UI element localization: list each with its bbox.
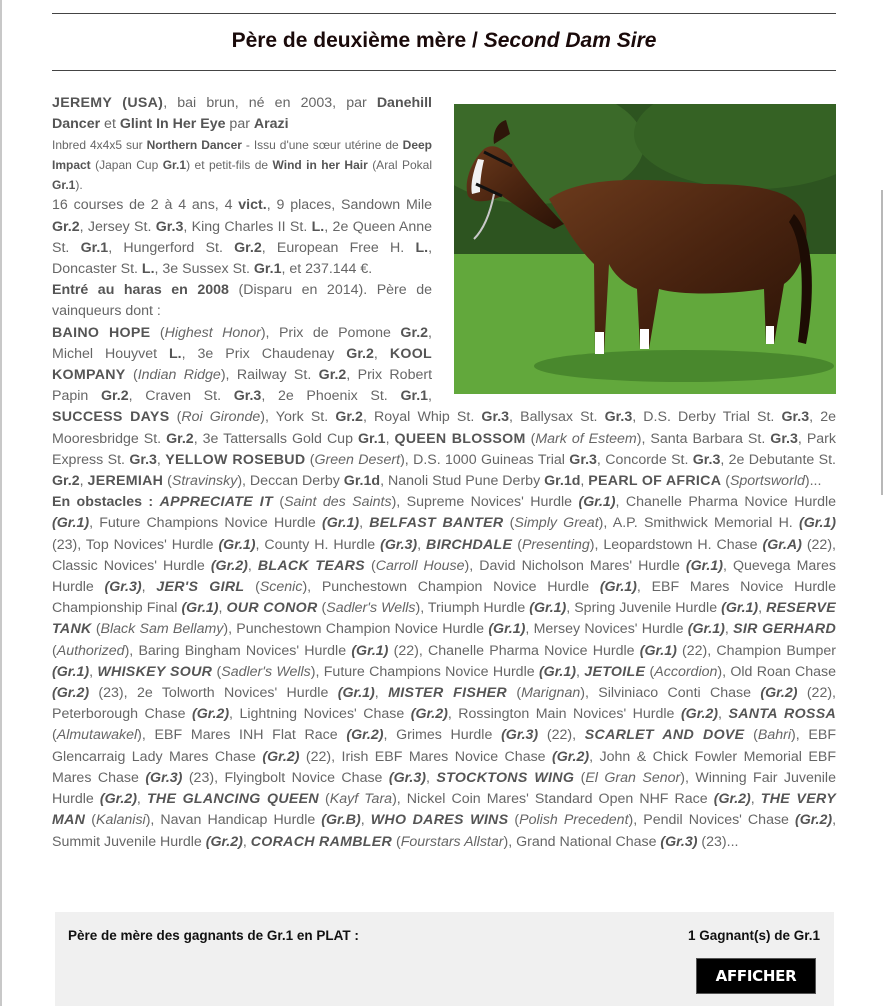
grade-label: (Gr.1)	[578, 494, 616, 511]
sire-name: Fourstars Allstar	[400, 833, 504, 850]
grade-label: (Gr.2)	[346, 727, 384, 744]
sire-name: Green Desert	[314, 451, 401, 468]
horse-name: THE GLANCING QUEEN	[146, 791, 319, 808]
sire-name: Sadler's Wells	[221, 663, 311, 680]
text-run: ,	[425, 769, 437, 786]
text-run: (	[317, 600, 327, 617]
grade-label: (Gr.1)	[52, 663, 90, 680]
text-run: ,	[417, 536, 427, 553]
text-run: , Mersey Novices' Hurdle	[525, 621, 688, 638]
text-run: ), Old Roan Chase	[717, 663, 836, 680]
horse-name: YELLOW ROSEBUD	[165, 451, 306, 468]
sire-name: Authorized	[56, 642, 125, 659]
horse-name: BIRCHDALE	[426, 536, 513, 553]
grade-label: Gr.2	[318, 367, 347, 384]
text-run: , 3e Prix Chaudenay	[181, 345, 347, 362]
sire-name: Black Sam Bellamy	[100, 621, 224, 638]
sire-name: Almutawakel	[56, 727, 138, 744]
text-run: , Doncaster St.	[52, 239, 433, 278]
text-run: ,	[141, 579, 157, 596]
text-run: (22), Chanelle Pharma Novice Hurdle	[388, 642, 640, 659]
text-run: ), David Nicholson Mares' Hurdle	[464, 557, 686, 574]
text-run: (	[512, 536, 522, 553]
text-run: ), D.S. 1000 Guineas Trial	[400, 451, 570, 468]
text-run: , 3e Tattersalls Gold Cup	[193, 430, 358, 447]
sire-name: Mark of Esteem	[535, 430, 637, 447]
sire-name: Stravinsky	[171, 473, 238, 490]
grade-label: (Gr.1)	[218, 536, 256, 553]
text-run: ), Railway St.	[220, 367, 319, 384]
text-run: ,	[580, 473, 589, 490]
grade-label: (Gr.2)	[191, 706, 230, 723]
grade-label: Gr.3	[604, 409, 633, 426]
sire-name: Kayf Tara	[329, 791, 393, 808]
grade-label: (Gr.2)	[795, 812, 833, 829]
text-run: )...	[804, 473, 822, 490]
text-run: ), Pendil Novices' Chase	[628, 812, 795, 829]
horse-name: STOCKTONS WING	[436, 769, 575, 786]
text-run: (	[721, 473, 730, 490]
sire-name: Scenic	[259, 579, 303, 596]
dam-name: Glint In Her Eye	[119, 116, 226, 133]
grade-label: Gr.3	[155, 218, 184, 235]
text-run: ,	[428, 388, 432, 405]
text-run: (22), Classic Novices' Hurdle	[52, 536, 836, 574]
text-run: , 3e Sussex St.	[154, 261, 254, 278]
text-run: ), Prix de Pomone	[260, 324, 401, 341]
text-run: , Craven St.	[128, 388, 234, 405]
inbred-text: (Japan Cup	[90, 158, 163, 173]
horse-name: JER'S GIRL	[156, 579, 245, 596]
header-top-rule	[52, 13, 836, 14]
horse-name: JETOILE	[584, 663, 646, 680]
grade-label: (Gr.2)	[205, 833, 243, 850]
text-run: (	[125, 367, 138, 384]
grade-label: Gr.3	[781, 409, 810, 426]
grade-label: Gr.1	[357, 430, 386, 447]
horse-name: MISTER FISHER	[388, 685, 507, 702]
afficher-button[interactable]: AFFICHER	[696, 958, 816, 994]
grade-label: (Gr.2)	[760, 685, 798, 702]
text-run: ,	[758, 600, 767, 617]
text-run: , D.S. Derby Trial St.	[632, 409, 782, 426]
text-run: (	[506, 685, 522, 702]
sire-name: Saint des Saints	[284, 494, 392, 511]
text-run: (	[150, 324, 165, 341]
text-run: , Lightning Novices' Chase	[229, 706, 411, 723]
text-run: (	[52, 727, 57, 744]
text-run: (	[744, 727, 758, 744]
grade-label: (Gr.1)	[351, 642, 389, 659]
horse-name: PEARL OF AFRICA	[588, 473, 722, 490]
text-run: (23), Top Novices' Hurdle	[52, 536, 219, 553]
inbred-text: Inbred 4x4x5 sur	[52, 138, 147, 153]
grade-label: Gr.1d	[343, 473, 381, 490]
text-run: ,	[724, 621, 734, 638]
grade-label: Gr.2	[166, 430, 194, 447]
scrollbar-thumb[interactable]	[881, 190, 883, 495]
text-run: , Royal Whip St.	[362, 409, 482, 426]
horse-name: KOOL KOMPANY	[52, 345, 432, 384]
grade-label: (Gr.1)	[337, 685, 375, 702]
text-run: ,	[576, 663, 585, 680]
text-run: , Future Champions Novice Hurdle	[89, 515, 323, 532]
text-run: , et 237.144 €.	[281, 261, 373, 278]
text-run: ,	[247, 557, 258, 574]
text-run: , 2e Mooresbridge St.	[52, 409, 836, 447]
text-run: , John & Chick Fowler Memorial EBF Mares Chase	[52, 748, 837, 786]
text-run: ,	[79, 473, 88, 490]
grade-label: (Gr.1)	[798, 515, 837, 532]
text-run: (	[305, 451, 315, 468]
sire-name: Simply Great	[514, 515, 599, 532]
grade-label: Gr.3	[233, 388, 262, 405]
text-run: (22), Champion Bumper	[676, 642, 837, 659]
grade-label: Gr.3	[770, 430, 798, 447]
sire-name: El Gran Senor	[585, 769, 681, 786]
text-run: ), Punchestown Champion Novice Hurdle	[302, 579, 600, 596]
text-run: , Michel Houyvet	[52, 324, 432, 362]
text-run: ), Deccan Derby	[237, 473, 344, 490]
grade-label: (Gr.2)	[552, 748, 590, 765]
title-english: Second Dam Sire	[483, 29, 657, 52]
sire-name: Presenting	[521, 536, 590, 553]
grade-label: Gr.2	[52, 218, 80, 235]
dam-sire-name: Arazi	[253, 116, 289, 133]
grade-label: (Gr.1)	[599, 579, 637, 596]
grade-label: Gr.1	[80, 239, 109, 256]
text-run: , Prix Robert Papin	[52, 367, 433, 405]
horse-name: QUEEN BLOSSOM	[394, 430, 526, 447]
text-run: (23), 2e Tolworth Novices' Hurdle	[89, 685, 338, 702]
text-run: ), Nickel Coin Mares' Standard Open NHF Race	[392, 791, 714, 808]
summary-box	[55, 912, 834, 1006]
sire-name: Marignan	[521, 685, 581, 702]
grade-label: (Gr.2)	[99, 791, 137, 808]
page-title	[52, 25, 836, 57]
grade-label: (Gr.1)	[52, 515, 90, 532]
grade-label: L.	[415, 239, 429, 256]
grade-label: Gr.1	[400, 388, 429, 405]
text-run: , Park Express St.	[52, 430, 836, 468]
inbred-text: ).	[75, 178, 83, 193]
grade-label: Gr.1d	[544, 473, 581, 490]
text-run: ), Supreme Novices' Hurdle	[391, 494, 579, 511]
text-run: ), Grand National Chase	[503, 833, 661, 850]
sire-name: Highest Honor	[164, 324, 261, 341]
horse-name: JEREMIAH	[87, 473, 164, 490]
grade-label: (Gr.1)	[687, 621, 725, 638]
text-run: ), Santa Barbara St.	[636, 430, 771, 447]
text-run: ,	[373, 345, 390, 362]
text-run: ,	[218, 600, 227, 617]
grade-label: (Gr.1)	[322, 515, 360, 532]
text-run: ), York St.	[260, 409, 336, 426]
summary-label: Père de mère des gagnants de Gr.1 en PLAT :	[68, 928, 359, 943]
grade-label: Gr.3	[481, 409, 510, 426]
text-run: (	[244, 579, 260, 596]
winners-count: 1 Gagnant(s) de Gr.1	[687, 928, 820, 943]
text-run: , 2e Phoenix St.	[261, 388, 401, 405]
stallion-name: JEREMY (USA)	[52, 95, 164, 111]
intro-text: et	[100, 116, 120, 133]
grade-label: Gr.2	[52, 473, 80, 490]
grade-label: L.	[311, 218, 325, 235]
text-run: ,	[89, 663, 98, 680]
grade-label: (Gr.1)	[639, 642, 677, 659]
grade-label: (Gr.3)	[145, 769, 183, 786]
grade-label: Gr.3	[569, 451, 597, 468]
sire-name: Sadler's Wells	[326, 600, 416, 617]
text-run: ), Navan Handicap Hurdle	[145, 812, 322, 829]
text-run: , Ballysax St.	[509, 409, 605, 426]
text-run: ), EBF Glencarraig Lady Mares Chase	[52, 727, 836, 765]
header-bottom-rule	[52, 70, 836, 71]
text-run: , 9 places, Sandown Mile	[266, 197, 432, 214]
grade-label: L.	[169, 345, 182, 362]
text-run: (22),	[538, 727, 585, 744]
grade-label: (Gr.3)	[501, 727, 539, 744]
horse-name: SANTA ROSSA	[728, 706, 837, 723]
sire-name: Polish Precedent	[519, 812, 629, 829]
stud-entry: Entré au haras en 2008	[52, 282, 229, 299]
sire-name: Danehill Dancer	[52, 95, 432, 133]
text-run: ,	[360, 812, 371, 829]
text-run: (	[52, 642, 57, 659]
stud-text: (Disparu en 2014). Père de vainqueurs dont :	[52, 282, 432, 320]
text-run: ), Silviniaco Conti Chase	[580, 685, 761, 702]
text-run: ,	[359, 515, 370, 532]
text-run: , Rossington Main Novices' Hurdle	[447, 706, 681, 723]
inbred-text: (Aral Pokal	[367, 158, 432, 173]
grade-label: Gr.2	[234, 239, 262, 256]
text-run: , County H. Hurdle	[255, 536, 381, 553]
text-run: ,	[156, 451, 166, 468]
text-run: , European Free H.	[261, 239, 416, 256]
horse-name: WHISKEY SOUR	[97, 663, 213, 680]
grade-label: Gr.1	[162, 158, 187, 173]
horse-name: BAINO HOPE	[52, 324, 151, 341]
stallion-photo	[454, 104, 836, 394]
grade-label: (Gr.2)	[410, 706, 448, 723]
text-run: , Grimes Hurdle	[383, 727, 502, 744]
half-sibling-name: Deep Impact	[52, 138, 432, 173]
text-run: ,	[374, 685, 389, 702]
sire-name: Indian Ridge	[137, 367, 221, 384]
intro-text: par	[225, 116, 254, 133]
text-run: ), Leopardstown H. Chase	[589, 536, 763, 553]
text-run: (	[91, 621, 101, 638]
sire-name: Kalanisi	[96, 812, 146, 829]
text-run: ), Future Champions Novice Hurdle	[310, 663, 539, 680]
text-run: ), Triumph Hurdle	[415, 600, 530, 617]
text-run: (	[364, 557, 376, 574]
text-run: , 2e Queen Anne St.	[52, 218, 432, 256]
grade-label: (Gr.A)	[762, 536, 802, 553]
text-run: , Nanoli Stud Pune Derby	[380, 473, 545, 490]
text-run: 16 courses de 2 à 4 ans, 4	[52, 197, 239, 214]
horse-name: SIR GERHARD	[733, 621, 836, 638]
text-run: , Quevega Mares Hurdle	[52, 557, 836, 596]
horse-name: SUCCESS DAYS	[52, 409, 170, 426]
grade-label: Gr.2	[400, 324, 429, 341]
horse-name: SCARLET AND DOVE	[584, 727, 745, 744]
text-run: , Jersey St.	[79, 218, 156, 235]
grade-label: (Gr.2)	[52, 685, 90, 702]
text-run: (	[212, 663, 222, 680]
horse-name: APPRECIATE IT	[159, 494, 273, 511]
text-run: , EBF Mares Novice Hurdle Championship Final	[52, 579, 836, 617]
text-run: , 2e Debutante St.	[720, 451, 836, 468]
title-french: Père de deuxième mère /	[231, 29, 484, 52]
grade-label: (Gr.2)	[210, 557, 248, 574]
text-run: (	[392, 833, 401, 850]
jump-winners-list	[52, 494, 836, 849]
text-run: (	[645, 663, 655, 680]
grade-label: (Gr.3)	[380, 536, 418, 553]
text-run: , Chanelle Pharma Novice Hurdle	[615, 494, 836, 511]
grade-label: (Gr.1)	[721, 600, 759, 617]
text-run: (	[85, 812, 96, 829]
text-run: ), Baring Bingham Novices' Hurdle	[124, 642, 352, 659]
horse-name: THE VERY MAN	[52, 791, 837, 829]
grade-label: Gr.2	[335, 409, 363, 426]
grade-label: (Gr.2)	[713, 791, 751, 808]
sire-name: Sportsworld	[729, 473, 805, 490]
text-run: ), EBF Mares INH Flat Race	[137, 727, 347, 744]
text-run: , Summit Juvenile Hurdle	[52, 812, 837, 850]
grandam-name: Wind in her Hair	[272, 158, 368, 173]
grade-label: vict.	[238, 197, 267, 214]
horse-icon	[454, 104, 836, 394]
grade-label: Gr.3	[692, 451, 721, 468]
grade-label: Gr.2	[100, 388, 129, 405]
horse-name: BELFAST BANTER	[369, 515, 504, 532]
grade-label: (Gr.2)	[262, 748, 300, 765]
grade-label: (Gr.1)	[529, 600, 567, 617]
grade-label: (Gr.1)	[685, 557, 723, 574]
intro-text: , bai brun, né en 2003, par	[163, 95, 377, 111]
sire-name: Roi Gironde	[181, 409, 261, 426]
text-run: ,	[718, 706, 729, 723]
page-left-border	[0, 0, 2, 1006]
grade-label: Gr.3	[129, 451, 157, 468]
text-run: (	[508, 812, 520, 829]
sire-name: Bahri	[757, 727, 792, 744]
horse-name: WHO DARES WINS	[370, 812, 509, 829]
text-run: ), A.P. Smithwick Memorial H.	[598, 515, 799, 532]
grade-label: (Gr.2)	[680, 706, 719, 723]
sire-name: Accordion	[654, 663, 718, 680]
text-run: (	[574, 769, 586, 786]
grade-label: Gr.2	[346, 345, 374, 362]
grade-label: (Gr.B)	[321, 812, 361, 829]
sire-name: Carroll House	[375, 557, 465, 574]
grade-label: (Gr.1)	[181, 600, 219, 617]
horse-name: RESERVE TANK	[52, 600, 837, 638]
text-run: ,	[136, 791, 147, 808]
text-run: (23)...	[697, 833, 739, 850]
text-run: (	[525, 430, 536, 447]
grade-label: Gr.1	[52, 178, 76, 193]
text-run: (23), Flyingbolt Novice Chase	[182, 769, 389, 786]
text-run: (22), Peterborough Chase	[52, 685, 837, 723]
text-run: (	[169, 409, 182, 426]
jump-winners-paragraph	[52, 492, 836, 852]
horse-name: BLACK TEARS	[257, 557, 365, 574]
grade-label: (Gr.1)	[538, 663, 576, 680]
text-run: (22), Irish EBF Mares Novice Chase	[299, 748, 553, 765]
text-run: (	[503, 515, 515, 532]
text-run: (	[163, 473, 172, 490]
text-run: ,	[242, 833, 251, 850]
text-run: , Hungerford St.	[108, 239, 235, 256]
grade-label: (Gr.3)	[388, 769, 426, 786]
grade-label: (Gr.1)	[488, 621, 526, 638]
text-run: ,	[385, 430, 395, 447]
grade-label: Gr.1	[253, 261, 282, 278]
article-body	[52, 93, 836, 853]
inbred-ancestor: Northern Dancer	[146, 138, 242, 153]
text-run: (	[272, 494, 285, 511]
jumps-label: En obstacles :	[52, 494, 154, 511]
grade-label: (Gr.3)	[660, 833, 698, 850]
text-run: ), Winning Fair Juvenile Hurdle	[52, 769, 836, 808]
text-run: ,	[750, 791, 761, 808]
text-run: , Spring Juvenile Hurdle	[566, 600, 722, 617]
inbred-text: - Issu d'une sœur utérine de	[241, 138, 403, 153]
grade-label: (Gr.3)	[104, 579, 142, 596]
inbred-text: ) et petit-fils de	[186, 158, 273, 173]
text-run: ), Punchestown Champion Novice Hurdle	[223, 621, 489, 638]
text-run: (	[318, 791, 330, 808]
text-run: , Concorde St.	[596, 451, 693, 468]
horse-name: OUR CONOR	[226, 600, 318, 617]
horse-name: CORACH RAMBLER	[250, 833, 393, 850]
grade-label: L.	[141, 261, 155, 278]
text-run: , King Charles II St.	[183, 218, 312, 235]
